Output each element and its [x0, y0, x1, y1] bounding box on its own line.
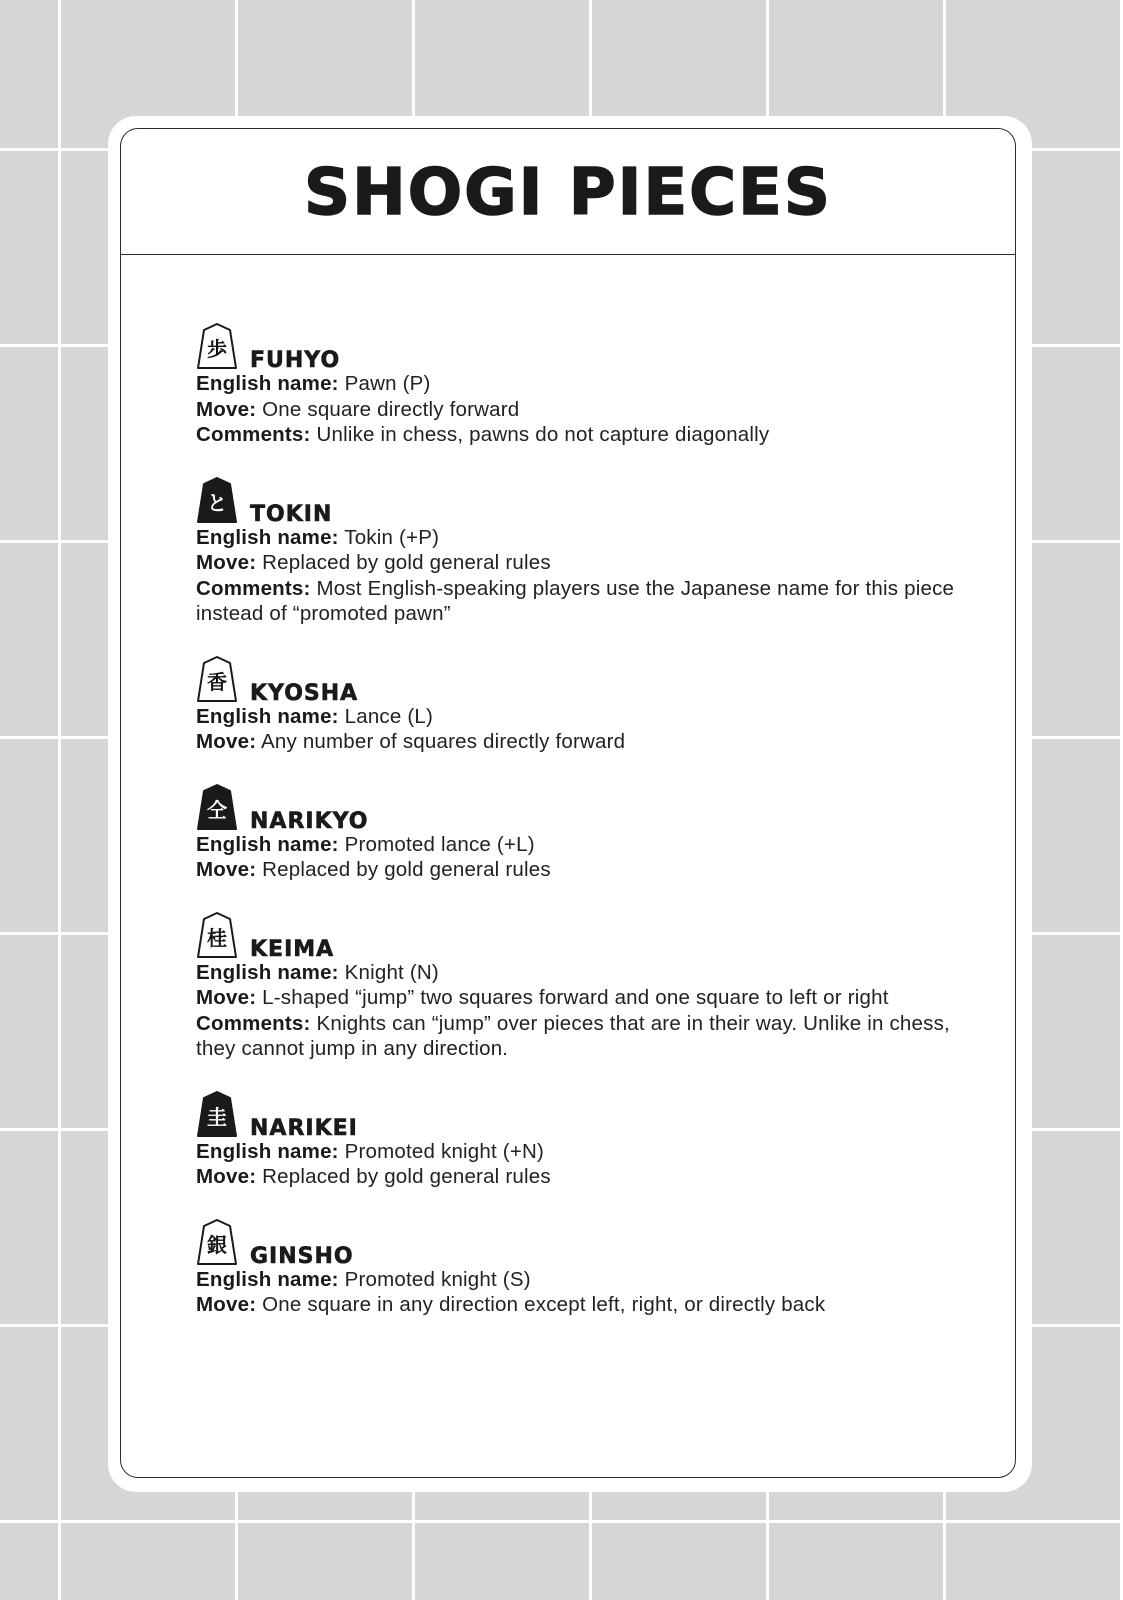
comments-line [196, 1011, 976, 1062]
english-name-line [196, 704, 976, 730]
shogi-piece-icon [196, 476, 238, 524]
piece-name: TOKIN [250, 501, 333, 527]
move-line [196, 397, 976, 423]
english-name-line [196, 1139, 976, 1165]
field-value: Knight (N) [344, 960, 439, 984]
field-label: English name: [196, 704, 339, 728]
piece-name: NARIKEI [250, 1115, 358, 1141]
field-label: English name: [196, 832, 339, 856]
piece-entry-narikei [196, 1090, 976, 1190]
piece-entry-fuhyo [196, 322, 976, 448]
shogi-piece-icon [196, 783, 238, 831]
english-name-line [196, 1267, 976, 1293]
field-value: Knights can “jump” over pieces that are in their way. Unlike in chess, they cannot jump in any direction. [196, 1011, 950, 1060]
field-label: Move: [196, 730, 257, 753]
piece-kanji: 桂 [207, 925, 227, 950]
field-label: Move: [196, 858, 257, 881]
field-label: Comments: [196, 1011, 311, 1035]
field-value: Most English-speaking players use the Japanese name for this piece instead of “promoted pawn” [196, 576, 955, 625]
field-label: Move: [196, 1293, 257, 1316]
field-label: Comments: [196, 423, 311, 446]
field-value: Replaced by gold general rules [262, 551, 551, 574]
piece-kanji: 圭 [207, 1104, 227, 1129]
piece-kanji: と [207, 490, 227, 515]
field-value: Any number of squares directly forward [261, 730, 626, 753]
field-label: English name: [196, 960, 339, 984]
comments-line [196, 422, 976, 448]
piece-heading [196, 1218, 976, 1269]
field-label: English name: [196, 525, 339, 549]
title-band [121, 129, 1015, 255]
field-value: Unlike in chess, pawns do not capture diagonally [316, 423, 770, 446]
field-label: Comments: [196, 576, 311, 600]
piece-heading [196, 322, 976, 373]
english-name-line [196, 525, 976, 551]
piece-name: FUHYO [250, 348, 341, 373]
field-value: Tokin (+P) [344, 525, 440, 549]
piece-name: NARIKYO [250, 808, 369, 834]
field-label: English name: [196, 1267, 339, 1291]
move-line [196, 729, 976, 755]
piece-heading [196, 1090, 976, 1141]
english-name-line [196, 832, 976, 858]
move-line [196, 985, 976, 1011]
move-line [196, 550, 976, 576]
field-label: Move: [196, 551, 257, 574]
piece-heading [196, 655, 976, 706]
shogi-piece-icon [196, 1218, 238, 1266]
field-label: English name: [196, 372, 339, 395]
field-value: Promoted knight (+N) [344, 1139, 545, 1163]
piece-entry-tokin [196, 476, 976, 627]
piece-kanji: 仝 [207, 797, 227, 822]
piece-entry-keima [196, 911, 976, 1062]
comments-line [196, 576, 976, 627]
field-value: Lance (L) [344, 704, 434, 728]
piece-name: KYOSHA [250, 680, 359, 706]
piece-kanji: 銀 [207, 1232, 227, 1257]
piece-name: GINSHO [250, 1243, 354, 1269]
field-value: Replaced by gold general rules [262, 858, 551, 881]
field-value: One square directly forward [262, 397, 520, 421]
shogi-piece-icon [196, 1090, 238, 1138]
english-name-line [196, 960, 976, 986]
piece-heading [196, 911, 976, 962]
english-name-line [196, 371, 976, 397]
piece-kanji: 歩 [207, 337, 227, 361]
piece-name: KEIMA [250, 936, 335, 962]
piece-entry-narikyo [196, 783, 976, 883]
field-value: One square in any direction except left, right, or directly back [262, 1293, 826, 1316]
piece-list [196, 322, 976, 1346]
move-line [196, 857, 976, 883]
field-value: Pawn (P) [344, 372, 431, 395]
move-line [196, 1292, 976, 1318]
field-label: Move: [196, 1165, 257, 1188]
piece-heading [196, 476, 976, 527]
shogi-piece-icon [196, 911, 238, 959]
piece-heading [196, 783, 976, 834]
field-value: L-shaped “jump” two squares forward and one square to left or right [262, 986, 889, 1009]
field-label: English name: [196, 1139, 339, 1163]
field-label: Move: [196, 986, 257, 1009]
shogi-piece-icon [196, 322, 238, 370]
shogi-piece-icon [196, 655, 238, 703]
field-value: Promoted knight (S) [344, 1267, 531, 1291]
field-value: Replaced by gold general rules [262, 1165, 551, 1188]
field-value: Promoted lance (+L) [344, 832, 535, 856]
page-title: SHOGI PIECES [304, 156, 832, 230]
move-line [196, 1164, 976, 1190]
piece-entry-ginsho [196, 1218, 976, 1318]
field-label: Move: [196, 397, 257, 421]
piece-entry-kyosha [196, 655, 976, 755]
piece-kanji: 香 [207, 669, 227, 694]
